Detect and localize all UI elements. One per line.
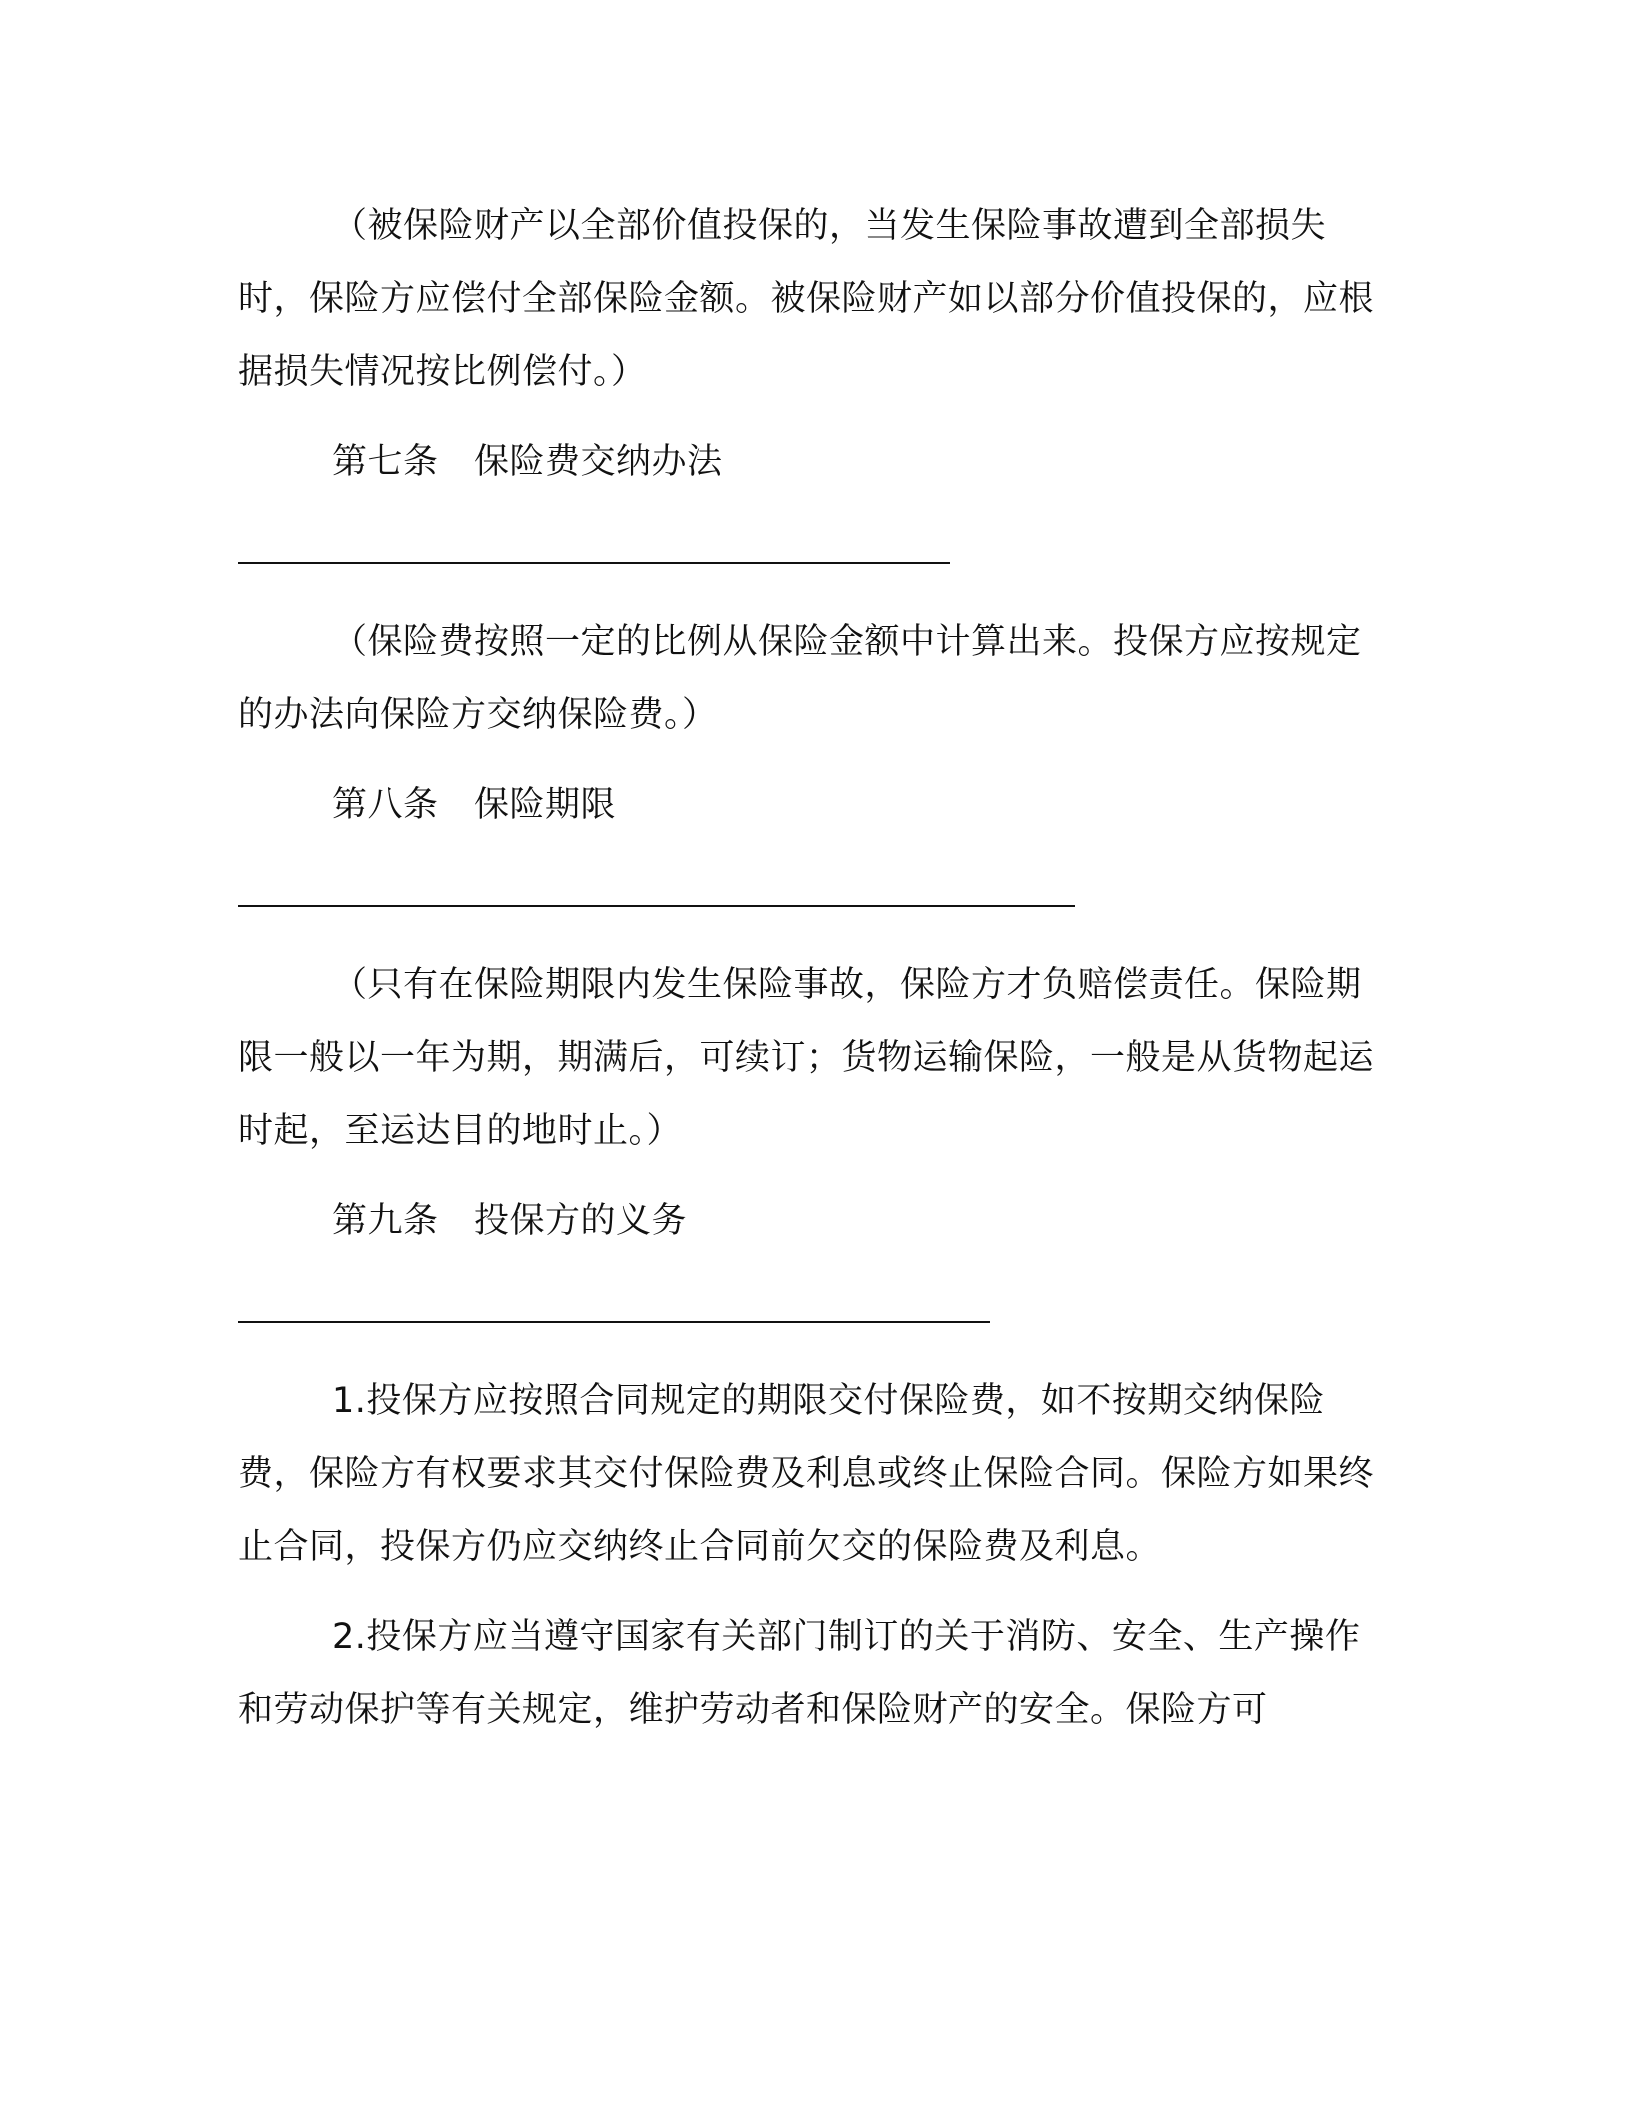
article-9-heading: 第九条 投保方的义务: [332, 1201, 688, 1241]
paragraph-article8-note: （只有在保险期限内发生保险事故，保险方才负赔偿责任。保险期限一般以一年为期，期满后，可续订；货物运输保险，一般是从货物起运时起，至运达目的地时止。）: [238, 965, 1375, 1151]
blank-line: [238, 1321, 990, 1323]
blank-line: [238, 562, 950, 564]
paragraph-article7-note: （保险费按照一定的比例从保险金额中计算出来。投保方应按规定的办法向保险方交纳保险费。）: [238, 622, 1362, 735]
paragraph-article6-note: （被保险财产以全部价值投保的，当发生保险事故遭到全部损失时，保险方应偿付全部保险金额。被保险财产如以部分价值投保的，应根据损失情况按比例偿付。）: [238, 206, 1375, 392]
blank-line: [238, 905, 1075, 907]
article-7-heading: 第七条 保险费交纳办法: [332, 442, 723, 482]
paragraph-article9-item2: 2.投保方应当遵守国家有关部门制订的关于消防、安全、生产操作和劳动保护等有关规定，维护劳动者和保险财产的安全。保险方可: [238, 1617, 1361, 1730]
article-8-heading: 第八条 保险期限: [332, 785, 617, 825]
fill-in-blank-article-8: [238, 859, 1378, 932]
document-body: [238, 190, 1378, 1747]
fill-in-blank-article-9: [238, 1275, 1378, 1348]
fill-in-blank-article-7: [238, 516, 1378, 589]
paragraph-article9-item1: 1.投保方应按照合同规定的期限交付保险费，如不按期交纳保险费，保险方有权要求其交付保险费及利息或终止保险合同。保险方如果终止合同，投保方仍应交纳终止合同前欠交的保险费及利息。: [238, 1381, 1375, 1567]
